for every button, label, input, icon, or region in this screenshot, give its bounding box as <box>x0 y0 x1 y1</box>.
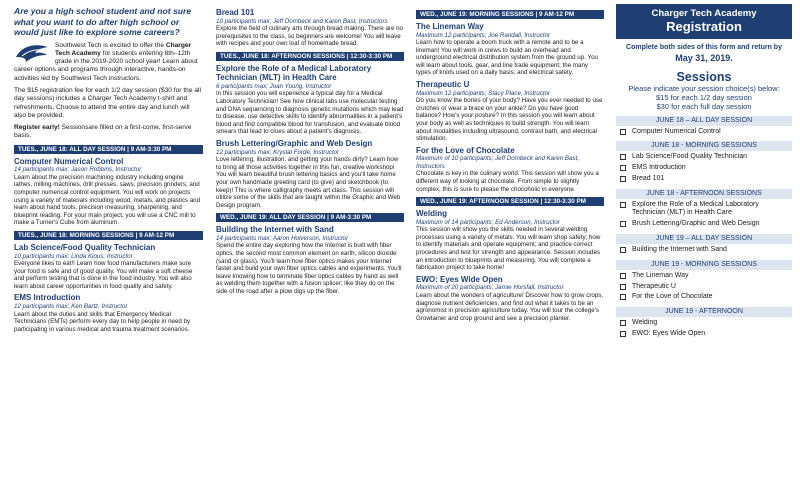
registration-org: Charger Tech Academy <box>651 8 757 19</box>
session-option[interactable] <box>620 153 792 162</box>
session-meta: Maximum of 14 participants; Ed Anderson, Instructor <box>416 218 560 226</box>
checkbox[interactable] <box>620 221 626 227</box>
session-option[interactable] <box>620 272 792 281</box>
session-option-label: Explore the Role of a Medical Laboratory Technician (MLT) in Health Care <box>632 200 759 217</box>
session-option[interactable] <box>620 246 792 255</box>
session-description: Learn about the wonders of agriculture! Discover how to grow crops, diagnose nutrient deficiencies, and find out what it takes to be an agronomist in precision agriculture today. You will tour the college's Growtainer and crop ground and see a precision planter. <box>416 291 604 322</box>
session-option-label: Brush Lettering/Graphic and Web Design <box>632 220 760 228</box>
schedule-bar: WED., JUNE 19: AFTERNOON SESSION | 12:30-3:30 PM <box>416 197 604 206</box>
column-sessions-a <box>208 0 408 487</box>
session-option[interactable] <box>620 128 792 137</box>
checkbox[interactable] <box>620 294 626 300</box>
session-group-heading: JUNE 18 – ALL DAY SESSION <box>616 116 792 126</box>
registration-deadline: May 31, 2019. <box>675 52 733 63</box>
checkbox[interactable] <box>620 129 626 135</box>
session-meta: 14 participants max; Aaron Holverson, Instructor <box>216 234 349 242</box>
price-half-day: $15 for each 1/2 day session <box>656 92 752 102</box>
session-title: Building the Internet with Sand <box>216 225 334 235</box>
checkbox[interactable] <box>620 154 626 160</box>
schedule-bar: TUES., JUNE 18: AFTERNOON SESSIONS | 12:30-3:30 PM <box>216 52 404 61</box>
session-title: Bread 101 <box>216 8 255 17</box>
schedule-bar: TUES., JUNE 18: MORNING SESSIONS | 9 AM-12 PM <box>14 231 203 240</box>
session-option[interactable] <box>620 175 792 184</box>
session-description: This session will show you the skills needed in several welding processes using a variety of metals. You will learn shop safety; how to identify materials and operate equipment; and practice correct procedures and test for strength and appearance. Session includes an introduction to blueprints and measuring. You will complete a fabrication project to take home! <box>416 226 601 272</box>
session-group-heading: JUNE 19 - MORNING SESSIONS <box>616 260 792 270</box>
session-option-label: Therapeutic U <box>632 282 676 290</box>
sessions-instruction: Please indicate your session choice(s) below: <box>628 83 780 93</box>
intro-question: Are you a high school student and not sure what you want to do after high school or would just like to explore some careers? <box>14 6 192 37</box>
price-full-day: $30 for each full day session <box>656 101 752 111</box>
session-meta: 10 participants max; Jeff Dombeck and Karen Bast, Instructors <box>216 17 388 25</box>
session-title: Computer Numerical Control <box>14 156 124 166</box>
session-option[interactable] <box>620 319 792 328</box>
checkbox[interactable] <box>620 331 626 337</box>
session-option-label: EWO: Eyes Wide Open <box>632 330 706 338</box>
session-option-label: EMS Introduction <box>632 164 686 172</box>
checkbox[interactable] <box>620 320 626 326</box>
session-option[interactable] <box>620 283 792 292</box>
session-description: Learn about the duties and skills that Emergency Medical Technicians (EMTs) perform every day to help people in need by participating in various medical and trauma treatment scenarios. <box>14 310 191 333</box>
session-group-heading: JUNE 18 - MORNING SESSIONS <box>616 141 792 151</box>
session-option-label: The Lineman Way <box>632 271 689 279</box>
session-option-label: Building the Internet with Sand <box>632 246 727 254</box>
session-group-heading: JUNE 19 - AFTERNOON <box>616 307 792 317</box>
session-description: In this session you will experience a typical day for a Medical Laboratory Technician! See how clinical labs use molecular testing and DNA sequencing to diagnosis genetic mutations which may lead to disease, use detective skills to identify abnormalities in a patient's blood and find compatible blood for transfusion, and evaluate blood smears that lead to clues about a patient's diagnosis. <box>216 90 404 136</box>
charger-logo-icon <box>14 42 52 64</box>
registration-title: Registration <box>666 19 742 34</box>
registration-header <box>616 4 792 39</box>
session-meta: 12 participants max; Ken Bartz, Instructor <box>14 302 128 310</box>
session-option-label: For the Love of Chocolate <box>632 293 713 301</box>
session-description: Everyone likes to eat!! Learn how food manufacturers make sure your food is safe and of good quality. You will make a soft cheese and perform testing that is done in the food industry. You will also learn about career opportunities in food quality and safety. <box>14 260 193 290</box>
schedule-bar: WED., JUNE 19: MORNING SESSIONS | 9 AM-12 PM <box>416 10 604 19</box>
session-title: Explore the Role of a Medical Laboratory Technician (MLT) in Health Care <box>216 63 372 83</box>
session-description: Chocolate is key in the culinary world. This session will show you a different way of looking at chocolate. From simple to slightly complex, this is sure to please the chocoholic in everyone. <box>416 170 599 193</box>
sessions-heading: Sessions <box>676 69 732 84</box>
session-title: Brush Lettering/Graphic and Web Design <box>216 139 373 149</box>
intro-paragraph-1: Southwest Tech is excited to offer the Charger Tech Academy for students entering 8th–12th grade in the 2019-2020 school year! Learn about career options and programs through interactive, hands-on activities led by Southwest Tech instructors. <box>14 41 198 82</box>
session-meta: Maximum of 10 participants; Jeff Dombeck and Karen Bast, Instructors <box>416 155 580 170</box>
session-title: Therapeutic U <box>416 80 470 90</box>
session-meta: 12 participants max; Krystal Forde, Instructor <box>216 148 340 156</box>
checkbox[interactable] <box>620 202 626 208</box>
session-meta: Maximum 12 participants; Joe Randall, Instructor <box>416 31 551 39</box>
column-intro <box>0 0 208 487</box>
session-option[interactable] <box>620 293 792 302</box>
session-meta: Maximum 12 participants; Stacy Place, Instructor <box>416 89 551 97</box>
session-group-heading: JUNE 19 – ALL DAY SESSION <box>616 234 792 244</box>
session-option[interactable] <box>620 220 792 229</box>
session-meta: Maximum of 20 participants; Jamie Horsfall, Instructor <box>416 284 564 292</box>
intro-paragraph-2: The $15 registration fee for each 1/2 day session ($30 for the all day sessions) includes a Charger Tech Academy t-shirt and refreshments. Choose to attend the entire day and lunch will also be provided. <box>14 86 201 119</box>
session-option[interactable] <box>620 330 792 339</box>
session-description: Love lettering, illustration, and getting your hands dirty? Learn how to bring all those activities together in this fun, creative workshop! You will learn beautiful brush lettering basics and you'll take home your own handmade greeting card (to give) and sketchbook (to keep)! This is where calligraphy meets art class. This session will utilize some of the skills that are taught within the Graphic and Web Design program. <box>216 156 401 209</box>
session-title: Welding <box>416 209 447 219</box>
checkbox[interactable] <box>620 247 626 253</box>
session-title: Lab Science/Food Quality Technician <box>14 243 156 253</box>
session-meta: 6 participants max; Joan Young, Instructor <box>216 82 332 90</box>
session-meta: 14 participants max; Jason Robbins, Instructor <box>14 166 142 174</box>
schedule-bar: WED., JUNE 19: ALL DAY SESSION | 9 AM-3:30 PM <box>216 213 404 222</box>
column-registration <box>608 0 800 487</box>
checkbox[interactable] <box>620 273 626 279</box>
session-description: Explore the field of culinary arts through bread making. There are no prerequisites to the class, so beginners are welcome! You will leave with recipes and your own loaf of homemade bread. <box>216 25 403 48</box>
session-description: Learn how to operate a boom truck with a remote and to be a lineman! You will work in crews to build an overhead and underground electrical distribution system from the ground up. You will learn about tools, gear, and line trade equipment; the many types of knots used on a daily basis; and electrical safety. <box>416 39 598 77</box>
checkbox[interactable] <box>620 176 626 182</box>
column-sessions-b <box>408 0 608 487</box>
registration-note: Complete both sides of this form and return by <box>626 44 782 51</box>
checkbox[interactable] <box>620 165 626 171</box>
intro-paragraph-3: Register early! Sessionsare filled on a first-come, first-serve basis. <box>14 124 192 140</box>
session-title: EMS Introduction <box>14 293 81 303</box>
session-title: The Lineman Way <box>416 22 484 31</box>
session-group-heading: JUNE 18 - AFTERNOON SESSIONS <box>616 189 792 199</box>
session-choices <box>616 116 792 339</box>
session-description: Spend the entire day exploring how the Internet is built with fiber optics, the second most common element on earth, silicon dioxide (sand or glass). You'll learn how fiber optics makes your Internet faster and build your own fiber optics cables and experiments. You'll leave knowing how to terminate fiber optics cables by hand as well as welding them together with a fusion splicer; like they do on the side of the road after a plow digs up the fiber. <box>216 242 402 295</box>
schedule-bar: TUES., JUNE 18: ALL DAY SESSION | 9 AM-3:30 PM <box>14 145 203 154</box>
session-option-label: Computer Numerical Control <box>632 127 721 135</box>
session-option-label: Welding <box>632 319 658 327</box>
session-option-label: Bread 101 <box>632 174 665 182</box>
session-description: Learn about the precision machining industry including engine lathes, milling machines, drill presses, saws, precision grinders, and computer numerical control equipment. You will work on projects using a variety of materials including wood, metals, and plastics and learn about hand tools, precision measuring, sharpening, and blueprint reading. For your main project, you will use a CNC mill to make a Turner's Cube from aluminum. <box>14 173 201 227</box>
session-title: EWO: Eyes Wide Open <box>416 274 503 284</box>
session-title: For the Love of Chocolate <box>416 145 515 155</box>
session-description: Do you know the bones of your body? Have you ever needed to use crutches or wear a brace on your ankle? Do you have good balance? How's your posture? In this session you will learn about your body as well as techniques to build strength. You will learn about modalities including ultrasound, contrast bath, and electrical stimulation. <box>416 97 603 143</box>
session-meta: 10 participants max; Linda Kious, Instructor <box>14 252 133 260</box>
checkbox[interactable] <box>620 284 626 290</box>
session-option[interactable] <box>620 164 792 173</box>
session-option-label: Lab Science/Food Quality Technician <box>632 153 748 161</box>
session-option[interactable] <box>620 201 792 219</box>
